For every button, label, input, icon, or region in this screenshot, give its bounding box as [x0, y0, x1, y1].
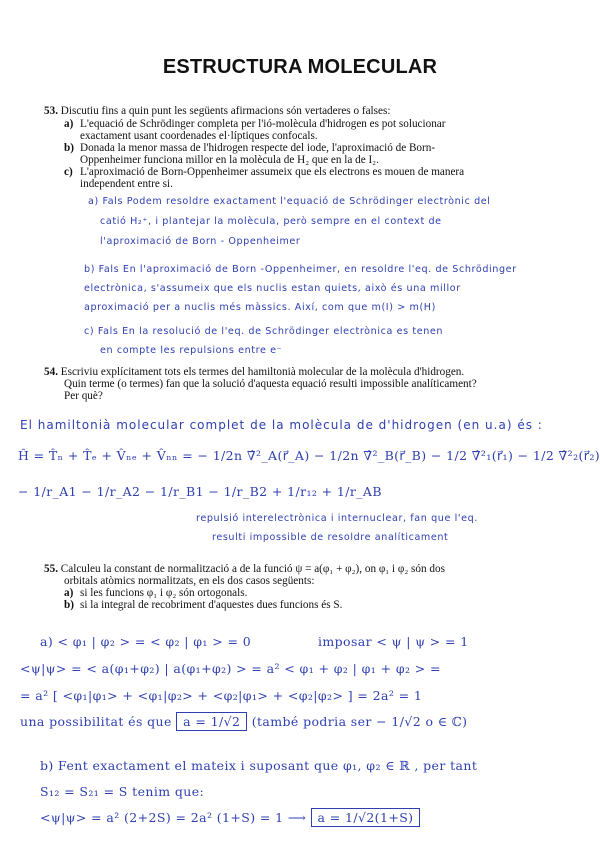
option-label: b): [64, 142, 74, 154]
option-label: a): [64, 587, 74, 599]
hw-54-note-line2: resulti impossible de resoldre analíticament: [212, 532, 449, 543]
hw-54-equation-line1: Ĥ = T̂ₙ + T̂ₑ + V̂ₙₑ + V̂ₙₙ = − 1/2n ∇̂²_A(r⃗_A) − 1/2n ∇̂²_B(r⃗_B) − 1/2 ∇̂²₁(r⃗₁) − 1/2 ∇̂²₂(r⃗₂): [18, 448, 600, 463]
question-55-line1: [44, 563, 445, 576]
option-text: si la integral de recobriment d'aquestes dues funcions és S.: [80, 599, 343, 611]
boxed-answer: a = 1/√2: [176, 712, 247, 731]
hw-53a-line3: l'aproximació de Born - Oppenheimer: [100, 236, 301, 247]
question-text: Calculeu la constant de normalització a de la funció ψ = a(φ₁ + φ₂), on φ₁ i φ₂ són dos: [60, 563, 445, 575]
question-54-line1: [44, 366, 464, 379]
hw-53a-line2: catió H₂⁺, i plantejar la molècula, però sempre en el context de: [100, 216, 442, 227]
hw-55a-line4: [20, 714, 467, 729]
hw-53c-line1: c) Fals En la resolució de l'eq. de Schrödinger electrònica es tenen: [84, 326, 444, 337]
question-text: Escriviu explícitament tots els termes del hamiltonià molecular de la molècula d'hidrogen.: [60, 366, 465, 378]
q53-option-c-cont: independent entre si.: [80, 178, 173, 190]
q53-option-b: [64, 142, 435, 155]
q53-option-a-cont: exactament usant coordenades el·líptiques confocals.: [80, 130, 318, 142]
question-number: 53.: [44, 105, 58, 117]
hw-53b-line2: electrònica, s'assumeix que els nuclis estan quiets, això és una millor: [84, 283, 461, 294]
hw-55a-line1: a) < φ₁ | φ₂ > = < φ₂ | φ₁ > = 0: [40, 634, 252, 649]
hw-55a-line2: <ψ|ψ> = < a(φ₁+φ₂) | a(φ₁+φ₂) > = a² < φ₁ + φ₂ | φ₁ + φ₂ > =: [20, 661, 441, 676]
option-label: a): [64, 118, 74, 130]
hw-55a-line1b: imposar < ψ | ψ > = 1: [318, 634, 469, 649]
page-title: ESTRUCTURA MOLECULAR: [162, 56, 438, 78]
q55-option-a: [64, 587, 247, 600]
hw-53c-line2: en compte les repulsions entre e⁻: [100, 345, 283, 356]
hw-54-equation-line2: − 1/r_A1 − 1/r_A2 − 1/r_B1 − 1/r_B2 + 1/r₁₂ + 1/r_AB: [18, 484, 382, 499]
hw-53b-line3: aproximació per a nuclis més màssics. Així, com que m(I) > m(H): [84, 302, 436, 313]
question-number: 55.: [44, 563, 58, 575]
option-label: c): [64, 166, 73, 178]
hw-text: (també podria ser − 1/√2 o ∈ ℂ): [251, 714, 468, 729]
hw-text: <ψ|ψ> = a² (2+2S) = 2a² (1+S) = 1: [40, 810, 284, 825]
hw-54-intro: El hamiltonià molecular complet de la molècula de d'hidrogen (en u.a) és :: [20, 418, 543, 432]
question-54-line2: Quin terme (o termes) fan que la solució d'aquesta equació resulti impossible analíticament?: [64, 378, 477, 390]
hw-55b-line1: b) Fent exactament el mateix i suposant que φ₁, φ₂ ∈ ℝ , per tant: [40, 758, 478, 773]
hw-55a-line3: = a² [ <φ₁|φ₁> + <φ₁|φ₂> + <φ₂|φ₁> + <φ₂|φ₂> ] = 2a² = 1: [20, 688, 423, 703]
q53-option-c: [64, 166, 464, 179]
question-number: 54.: [44, 366, 58, 378]
option-text: L'equació de Schrödinger completa per l'ió-molècula d'hidrogen es pot solucionar: [80, 118, 446, 130]
option-text: L'aproximació de Born-Oppenheimer assumeix que els electrons es mouen de manera: [80, 166, 465, 178]
question-55-line2: orbitals atòmics normalitzats, en els dos casos següents:: [64, 575, 315, 587]
option-text: si les funcions φ₁ i φ₂ són ortogonals.: [80, 587, 248, 599]
q53-option-b-cont: Oppenheimer funciona millor en la molècula de H₂ que en la de I₂.: [80, 154, 379, 166]
question-text: Discutiu fins a quin punt les següents afirmacions són vertaderes o falses:: [60, 105, 391, 117]
question-54-line3: Per què?: [64, 390, 103, 402]
option-label: b): [64, 599, 74, 611]
q55-option-b: [64, 599, 342, 612]
hw-55b-line2: S₁₂ = S₂₁ = S tenim que:: [40, 784, 205, 799]
hw-text: una possibilitat és que: [20, 714, 172, 729]
hw-53b-line1: b) Fals En l'aproximació de Born -Oppenheimer, en resoldre l'eq. de Schrödinger: [84, 264, 517, 275]
hw-55b-line3: [40, 810, 420, 825]
q53-option-a: [64, 118, 445, 131]
arrow-icon: ⟶: [287, 810, 307, 825]
boxed-answer: a = 1/√2(1+S): [311, 808, 421, 827]
hw-54-note-line1: repulsió interelectrònica i internuclear, fan que l'eq.: [196, 513, 478, 524]
hw-53a-line1: a) Fals Podem resoldre exactament l'equació de Schrödinger electrònic del: [88, 196, 491, 207]
option-text: Donada la menor massa de l'hidrogen respecte del iode, l'aproximació de Born-: [80, 142, 436, 154]
question-53-intro: [44, 105, 390, 118]
